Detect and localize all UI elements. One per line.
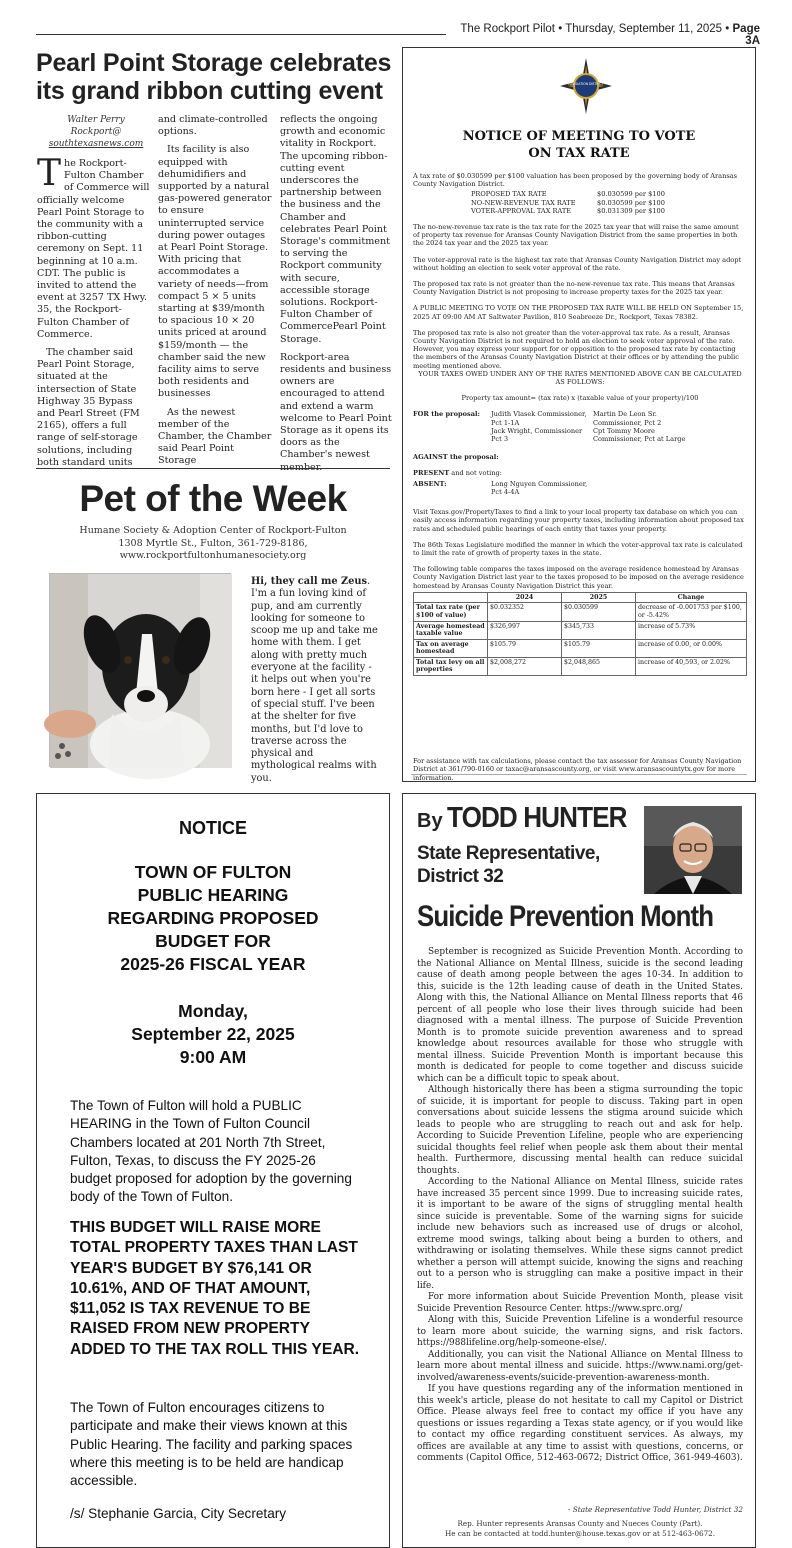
absent-list — [413, 480, 747, 496]
author-role — [417, 842, 600, 888]
by-label: By — [417, 810, 443, 832]
against-label: AGAINST the proposal: — [413, 453, 499, 462]
absent-label: ABSENT: — [413, 479, 447, 488]
date-line: September 22, 2025 — [131, 1024, 295, 1044]
present-text: and not voting: — [451, 469, 502, 478]
table-row: Tax on average homestead $105.79 $105.79 increase of 0.00, or 0.00% — [414, 639, 747, 657]
pet-description — [251, 576, 379, 785]
pearl-point-column-3 — [280, 114, 392, 461]
paper-name: The Rockport Pilot — [460, 23, 556, 35]
column-paragraph: If you have questions regarding any of the information mentioned in this week's article, please do not hesitate to call my Capitol or District Office. Please always feel free to contact my office if you have any questions or issues regarding a Texas state agency, or if you would like to contact my office regarding constituent services. As always, my offices are available at any time to assist with questions, concerns, or comments (Capitol Office, 512-463-0672; District Office, 361-949-4603). — [417, 1384, 743, 1463]
member: Jack Wright, Commissioner Pct 3 — [491, 426, 583, 444]
tax-para-2: The voter-approval rate is the highest tax rate that Aransas County Navigation District may adopt without holding an election to seek voter approval of the rate. — [413, 255, 742, 272]
fulton-paragraph-2: The Town of Fulton encourages citizens to participate and make their views known at this Public Hearing. The facility and parking spaces where this meeting is to be held are handicap accessible. — [70, 1400, 353, 1489]
author-photo — [644, 806, 742, 894]
section-divider — [36, 468, 390, 469]
for-label: FOR the proposal: — [413, 410, 480, 419]
pet-shelter-info — [36, 525, 390, 563]
column-paragraph: Although historically there has been a stigma surrounding the topic of suicide, it is important for people to discuss. Taking part in open conversations about suicide lessens the stigma around suicide which leads to people who are struggling to reach out and ask for help. According to Suicide Prevention Lifeline, people who are experiencing suicidal thoughts feel relief when people ask them about their mental health. Furthermore, discussing mental health can reduce suicidal thoughts. — [417, 1085, 743, 1176]
fulton-paragraph-1: The Town of Fulton will hold a PUBLIC HEARING in the Town of Fulton Council Chambers located at 201 North 7th Street, Fulton, Texas, to discuss the FY 2025-26 budget proposed for adoption by the governing body of the Town of Fulton. — [70, 1098, 352, 1205]
present-label: PRESENT — [413, 469, 450, 478]
table-row: Total tax rate (per $100 of value) $0.032352 $0.030599 decrease of -0.001753 per $100, or -5.42% — [414, 603, 747, 621]
pet-intro: Hi, they call me Zeus — [251, 576, 367, 587]
column-paragraph: For more information about Suicide Prevention Month, please visit Suicide Prevention Resource Center. https://www.sprc.org/ — [417, 1292, 743, 1314]
table-header-row: 2024 2025 Change — [414, 592, 747, 603]
byline-name: Walter Perry — [67, 115, 125, 125]
fulton-heading — [37, 861, 389, 976]
tax-para-6: YOUR TAXES OWED UNDER ANY OF THE RATES MENTIONED ABOVE CAN BE CALCULATED AS FOLLOWS: — [418, 369, 742, 387]
table-row: Total tax levy on all properties $2,008,272 $2,048,865 increase of 40,593, or 2.02% — [414, 657, 747, 675]
heading-line: REGARDING PROPOSED — [107, 908, 319, 928]
member: Long Nguyen Commissioner, Pct 4-4A — [491, 479, 588, 496]
pearl-point-byline — [38, 114, 154, 150]
tax-rates-list — [471, 190, 747, 215]
issue-date: • Thursday, September 11, 2025 • — [558, 23, 730, 35]
pet-body: . I'm a fun loving kind of pup, and am currently looking for someone to scoop me up and take me home with them. I get along with pretty much everyone at the facility - it helps out when you're born here - I get all sorts of special stuff. I've been at the shelter for five months, but I'd love to traverse across the physical and mythological realms with you. — [251, 576, 378, 784]
tax-notice-body — [413, 172, 747, 676]
pet-of-week-heading: Pet of the Week — [79, 478, 347, 519]
pp-paragraph-1: he Rockport-Fulton Chamber of Commerce will officially welcome Pearl Point Storage to the community with a ribbon-cutting ceremony on Sept. 11 beginning at 10 a.m. CDT. The public is invited to attend the event at 3257 TX Hwy. 35, the Rockport-Fulton Chamber of Commerce. — [37, 158, 150, 340]
pet-photo — [49, 573, 231, 767]
tax-intro: A tax rate of $0.030599 per $100 valuation has been proposed by the governing body of Aransas County Navigation District. — [413, 172, 738, 189]
city-secretary-signature: /s/ Stephanie Garcia, City Secretary — [70, 1506, 287, 1521]
rep-contact — [417, 1519, 743, 1539]
fulton-budget-notice — [36, 793, 390, 1548]
date-line: Monday, — [178, 1001, 248, 1021]
header-rule — [36, 34, 446, 35]
member: Cpt Tommy Moore Commissioner, Pct at Large — [593, 426, 686, 444]
author-byline — [417, 802, 647, 835]
role-line: District 32 — [417, 866, 504, 887]
author-name: TODD HUNTER — [447, 802, 627, 834]
author-portrait-image — [644, 806, 742, 894]
column-paragraph: Additionally, you can visit the National Alliance on Mental Illness to learn more about mental illness and suicide. https://www.nami.org/get-involved/awareness-events/suicide-prevention-awareness-month. — [417, 1349, 743, 1383]
column-title: Suicide Prevention Month — [417, 900, 714, 933]
shelter-name: Humane Society & Adoption Center of Rockport-Fulton — [79, 525, 347, 536]
puppy-image — [50, 574, 232, 768]
rep-line: Rep. Hunter represents Aransas County and Nueces County (Part). — [457, 1519, 703, 1528]
column-paragraph: September is recognized as Suicide Prevention Month. According to the National Alliance on Mental Illness, suicide is the second leading cause of death among people between the ages 10-34. In addition to this, suicide is the 12th leading cause of death in the United States. Along with this, the National Alliance on Mental Illness reports that 46 percent of all people who lose their lives through suicide had been diagnosed with a mental illness. The purpose of Suicide Prevention Month is to promote suicide prevention awareness and to spread knowledge about resources available for those who struggle with mental illness. Suicide Prevention Month is important because this month is dedicated for people to come together and discuss suicide which can be a difficult topic to speak about. — [417, 947, 743, 1084]
vote-for-list — [413, 410, 747, 443]
seal-text: NAVIGATION DISTRICT — [568, 82, 604, 86]
tax-para-3: The proposed tax rate is not greater than the no-new-revenue tax rate. This means that Aransas County Navigation District is not proposing to increase property taxes for the 2025 tax year. — [413, 280, 735, 297]
pp-paragraph-7: Rockport-area residents and business owners are encouraged to attend and extend a warm welcome to Pearl Point Storage as it opens its doors as the Chamber's newest — [280, 351, 392, 461]
member: Judith Vlasek Commissioner, Pct 1-1A — [491, 410, 587, 427]
pp-paragraph-6: reflects the ongoing growth and economic vitality in Rockport. The upcoming ribbon-cutting event underscores the partnership between the business and the Chamber and celebrates Pearl Point Storage's commitment to serving the Rockport community with secure, accessible storage solutions. Rockport-Fulton Chamber of CommercePearl Point Storage. — [280, 114, 391, 345]
rate-row: PROPOSED TAX RATE $0.030599 per $100 — [471, 190, 665, 199]
tax-para-4: A PUBLIC MEETING TO VOTE ON THE PROPOSED TAX RATE WILL BE HELD ON September 15, 2025 AT 09:00 AM AT Saltwater Pavilion, 810 Seabreeze Dr., Rockport, Texas 78382. — [413, 304, 744, 321]
pp-paragraph-4: Its facility is also equipped with dehumidifiers and supported by a natural gas-powered generator to ensure uninterrupted service during power outages at Pearl Point Storage. With pricing that accommodates a variety of needs—from compact 5 × 5 units starting at $39/month to spacious 10 × 20 units priced at around $159/month — the chamber said the new facility aims to serve both residents and businesses — [158, 144, 272, 400]
column-signoff: - State Representative Todd Hunter, District 32 — [568, 1505, 743, 1514]
notice-label: NOTICE — [178, 818, 247, 838]
tax-para-1: The no-new-revenue tax rate is the tax rate for the 2025 tax year that will raise the same amount of property tax revenue for Aransas County Navigation District from the same properties in both the 2024 tax year and the 2025 tax year. — [413, 223, 739, 248]
rate-row: NO-NEW-REVENUE TAX RATE $0.030599 per $100 — [471, 198, 665, 207]
todd-hunter-column — [402, 793, 756, 1548]
pearl-point-column-1 — [37, 153, 150, 468]
navigation-district-seal-icon — [557, 57, 615, 115]
heading-line: TOWN OF FULTON — [134, 862, 292, 882]
heading-line: BUDGET FOR — [155, 931, 271, 951]
shelter-address: 1308 Myrtle St., Fulton, 361-729-8186, — [118, 537, 308, 549]
column-paragraph: According to the National Alliance on Mental Illness, suicide rates have increased 35 percent since 1999. Due to increasing suicide rates, it is important to be aware of the signs of struggling mental health since suicide is preventable. Some of the warning signs for suicide include new behaviors such as increased use of drugs or alcohol, extreme mood swings, talking about being a burden to others, and withdrawing or isolating themselves. While these signs cannot predict whether a person will attempt suicide, knowing the signs and reaching out to a person who is struggling can make a positive impact in their life. — [417, 1177, 743, 1291]
byline-email-link[interactable]: southtexasnews.com — [48, 139, 144, 149]
dropcap: T — [37, 153, 62, 194]
tax-formula: Property tax amount= (tax rate) x (taxable value of your property)/100 — [461, 394, 699, 403]
member: Martin De Leon Sr. Commissioner, Pct 2 — [593, 410, 662, 427]
pp-paragraph-3: and climate-controlled options. — [158, 114, 268, 138]
pearl-point-headline: Pearl Point Storage celebrates its grand ribbon cutting event — [36, 49, 392, 105]
table-row: Average homestead taxable value $326,997 $345,733 increase of 5.73% — [414, 621, 747, 639]
tax-notice-title — [411, 128, 747, 162]
tax-title-line-2: ON TAX RATE — [528, 146, 630, 161]
rate-row: VOTER-APPROVAL TAX RATE $0.031309 per $100 — [471, 206, 665, 215]
tax-para-9: The following table compares the taxes imposed on the average residence homestead by Aransas County Navigation District last year to the taxes proposed to be imposed on the average residence homestead by Aransas County Navigation District this year. — [413, 565, 744, 590]
tax-comparison-table — [413, 592, 747, 676]
shelter-website[interactable]: www.rockportfultonhumanesociety.org — [119, 550, 307, 561]
tax-title-line-1: NOTICE OF MEETING TO VOTE — [462, 129, 696, 144]
page-header — [455, 23, 760, 47]
tax-para-5: The proposed tax rate is also not greater than the voter-approval tax rate. As a result, Aransas County Navigation District is not required to hold an election to seek voter approval of the rate. However, you may express your support for or opposition to the proposed tax rate by contacting the members of the Aransas County Navigation District at their offices or by attending the public meeting mentioned above. — [413, 328, 739, 370]
column-paragraph: Along with this, Suicide Prevention Lifeline is a wonderful resource to learn more about suicide, the warning signs, and risk factors. https://988lifeline.org/help-someone-else/. — [417, 1315, 743, 1348]
hearing-date — [37, 1000, 389, 1069]
role-line: State Representative, — [417, 843, 600, 864]
pp-paragraph-2: The chamber said Pearl Point Storage, situated at the intersection of State Highway 35 Bypass and Pearl Street (FM 2165), offers a full range of self-storage solutions, including both standard units — [37, 347, 140, 468]
tax-rate-notice — [402, 47, 756, 782]
tax-notice-footer: For assistance with tax calculations, please contact the tax assessor for Aransas County Navigation District at 361/790-0160 or taxac@aransascounty.org, or visit www.aransascountytx.gov for more information. — [413, 757, 742, 782]
date-line: 9:00 AM — [179, 1047, 247, 1067]
heading-line: 2025-26 FISCAL YEAR — [120, 954, 306, 974]
column-body — [417, 947, 743, 1465]
pearl-point-column-2 — [158, 114, 272, 467]
tax-para-7: Visit Texas.gov/PropertyTaxes to find a link to your local property tax database on which you can easily access information regarding your property taxes, including information about proposed tax rates and scheduled public hearings of each entity that taxes your property. — [413, 508, 744, 533]
budget-warning: THIS BUDGET WILL RAISE MORE TOTAL PROPERTY TAXES THAN LAST YEAR'S BUDGET BY $76,141 OR 10.61%, AND OF THAT AMOUNT, $11,052 IS TAX REVENUE TO BE RAISED FROM NEW PROPERTY ADDED TO THE TAX ROLL THIS YEAR. — [70, 1219, 360, 1358]
heading-line: PUBLIC HEARING — [137, 885, 289, 905]
rep-line: He can be contacted at todd.hunter@house.texas.gov or at 512-463-0672. — [444, 1528, 716, 1538]
pp-paragraph-5: As the newest member of the Chamber, the Chamber said Pearl Point Storage — [158, 406, 272, 467]
byline-place: Rockport@ — [70, 127, 122, 137]
tax-para-8: The 86th Texas Legislature modified the manner in which the voter-approval tax rate is calculated to limit the rate of growth of property taxes in the state. — [413, 540, 743, 557]
page-number: Page 3A — [732, 23, 760, 47]
